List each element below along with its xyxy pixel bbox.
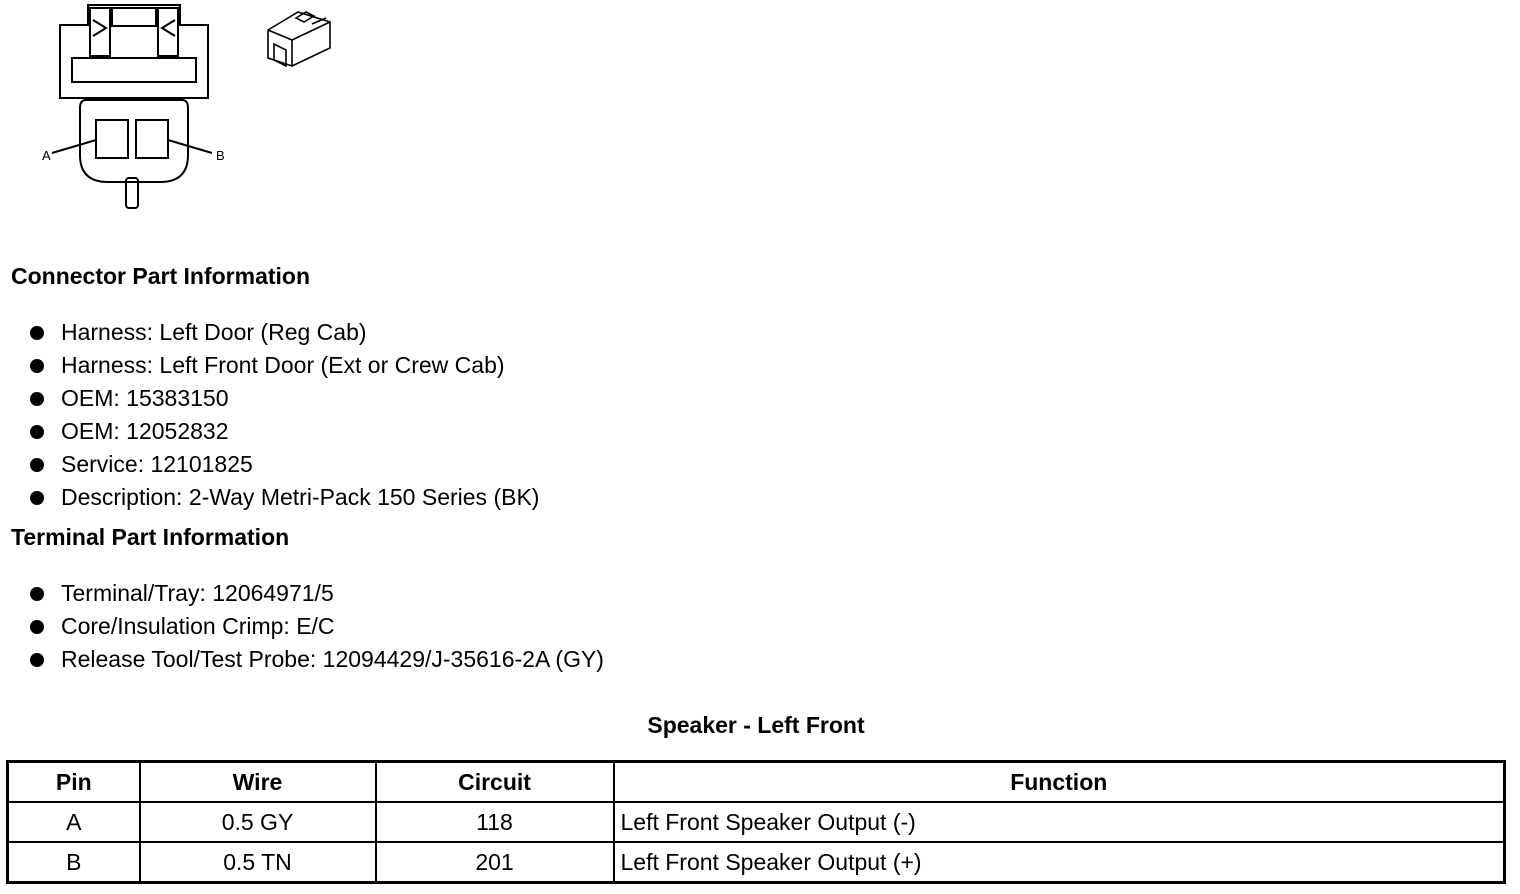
connector-latch-frame: [60, 5, 208, 98]
header-wire: Wire: [140, 762, 376, 803]
connector-iso-view: [268, 12, 330, 66]
bullet-icon: [30, 425, 44, 439]
bullet-icon: [30, 392, 44, 406]
bullet-icon: [30, 620, 44, 634]
cell-function: Left Front Speaker Output (+): [614, 842, 1505, 883]
cell-circuit: 201: [376, 842, 614, 883]
bullet-icon: [30, 653, 44, 667]
bullet-icon: [30, 326, 44, 340]
header-circuit: Circuit: [376, 762, 614, 803]
connector-info-list: [28, 316, 539, 514]
bullet-icon: [30, 458, 44, 472]
table-caption: Speaker - Left Front: [647, 712, 865, 738]
leader-line-a: [52, 140, 96, 153]
bullet-icon: [30, 359, 44, 373]
list-item: Core/Insulation Crimp: E/C: [28, 610, 604, 643]
connector-diagram: [30, 0, 350, 220]
terminal-section-title: Terminal Part Information: [11, 524, 290, 550]
header-pin: Pin: [8, 762, 140, 803]
list-item: Harness: Left Door (Reg Cab): [28, 316, 539, 349]
cell-wire: 0.5 GY: [140, 802, 376, 842]
connector-latch-bar: [72, 58, 196, 82]
cavity-a: [96, 120, 128, 158]
list-item: Terminal/Tray: 12064971/5: [28, 577, 604, 610]
pin-function-table: [6, 760, 1506, 884]
cell-pin: A: [8, 802, 140, 842]
cell-circuit: 118: [376, 802, 614, 842]
pin-label-a: A: [42, 148, 51, 163]
list-item: OEM: 12052832: [28, 415, 539, 448]
bullet-icon: [30, 491, 44, 505]
table-row: [8, 802, 1505, 842]
list-item: Harness: Left Front Door (Ext or Crew Cab): [28, 349, 539, 382]
list-item: Description: 2-Way Metri-Pack 150 Series (BK): [28, 481, 539, 514]
list-item: OEM: 15383150: [28, 382, 539, 415]
cell-wire: 0.5 TN: [140, 842, 376, 883]
terminal-info-list: [28, 577, 604, 676]
bullet-icon: [30, 587, 44, 601]
connector-section-title: Connector Part Information: [11, 263, 311, 289]
table-row: [8, 842, 1505, 883]
list-item: Release Tool/Test Probe: 12094429/J-35616-2A (GY): [28, 643, 604, 676]
list-item: Service: 12101825: [28, 448, 539, 481]
table-header-row: [8, 762, 1505, 803]
cavity-b: [136, 120, 168, 158]
cell-function: Left Front Speaker Output (-): [614, 802, 1505, 842]
header-function: Function: [614, 762, 1505, 803]
pin-label-b: B: [216, 148, 225, 163]
leader-line-b: [168, 140, 212, 153]
cell-pin: B: [8, 842, 140, 883]
